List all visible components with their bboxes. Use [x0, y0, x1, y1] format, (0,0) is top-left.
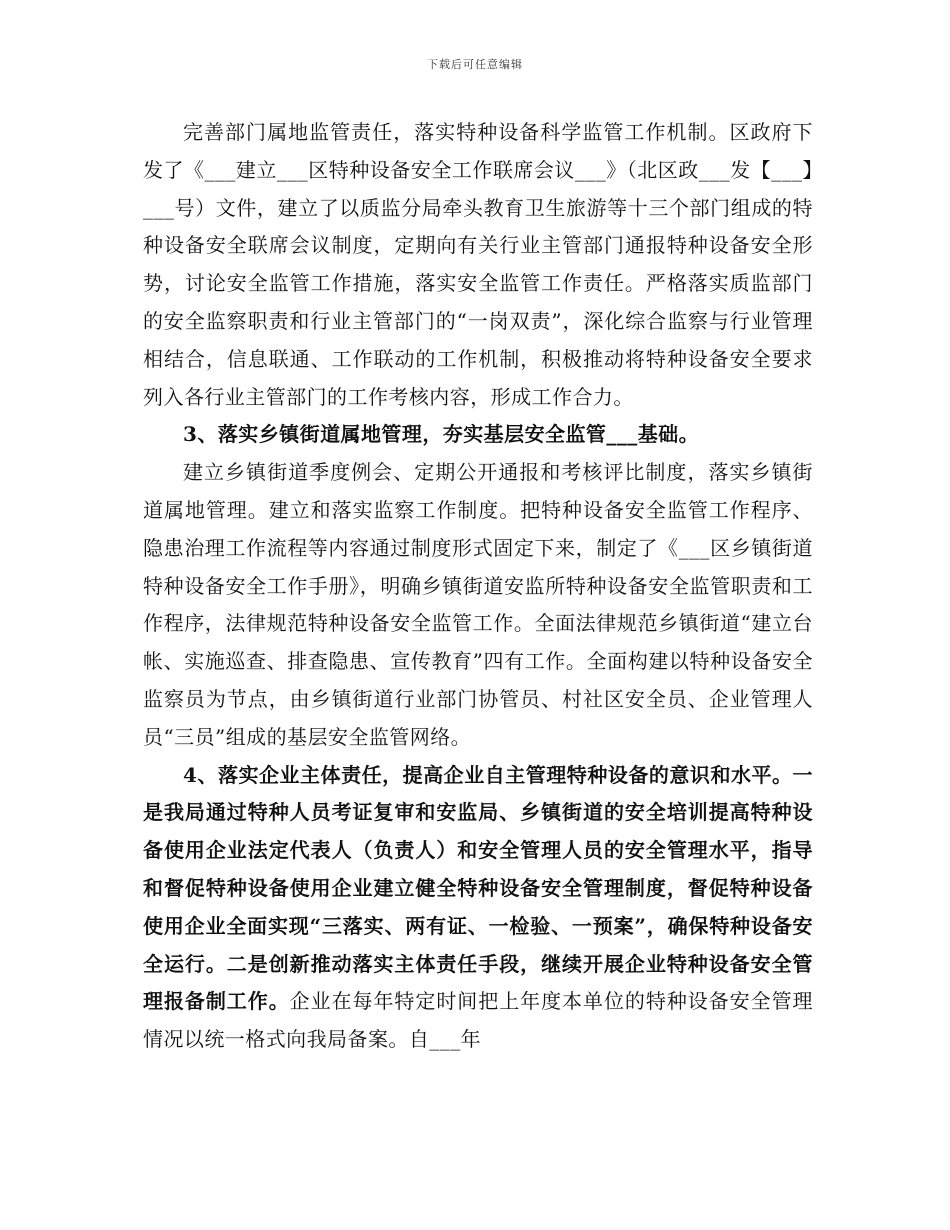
paragraph-enterprise-normal-text: 企业在每年特定时间把上年度本单位的特种设备安全管理情况以统一格式向我局备案。自___年 — [143, 989, 813, 1052]
section-heading-3: 3、落实乡镇街道属地管理，夯实基层安全监管___基础。 — [183, 422, 700, 447]
paragraph-township-management: 建立乡镇街道季度例会、定期公开通报和考核评比制度，落实乡镇街道属地管理。建立和落实监察工作制度。把特种设备安全监管工作程序、隐患治理工作流程等内容通过制度形式固定下来，制定了《___区乡镇街道特种设备安全工作手册》，明确乡镇街道安监所特种设备安全监管职责和工作程序，法律规范特种设备安全监管工作。全面法律规范乡镇街道“建立台帐、实施巡查、排查隐患、宣传教育”四有工作。全面构建以特种设备安全监察员为节点，由乡镇街道行业部门协管员、村社区安全员、企业管理人员“三员”组成的基层安全监管网络。 — [143, 460, 813, 749]
section-heading-4-bold-text: 4、落实企业主体责任，提高企业自主管理特种设备的意识和水平。一是我局通过特种人员考证复审和安监局、乡镇街道的安全培训提高特种设备使用企业法定代表人（负责人）和安全管理人员的安全管理水平，指导和督促特种设备使用企业建立健全特种设备安全管理制度，督促特种设备使用企业全面实现“三落实、两有证、一检验、一预案”，确保特种设备安全运行。二是创新推动落实主体责任手段，继续开展企业特种设备安全管理报备制工作。 — [143, 762, 813, 1014]
document-body — [143, 114, 813, 1059]
paragraph-enterprise-responsibility — [143, 757, 813, 1059]
page-header-note: 下载后可任意编辑 — [427, 58, 523, 71]
paragraph-department-responsibility: 完善部门属地监管责任，落实特种设备科学监管工作机制。区政府下发了《___建立___区特种设备安全工作联席会议___》（北区政___发【___】___号）文件，建立了以质监分局牵头教育卫生旅游等十三个部门组成的特种设备安全联席会议制度，定期向有关行业主管部门通报特种设备安全形势，讨论安全监管工作措施，落实安全监管工作责任。严格落实质监部门的安全监察职责和行业主管部门的“一岗双责”，深化综合监察与行业管理相结合，信息联通、工作联动的工作机制，积极推动将特种设备安全要求列入各行业主管部门的工作考核内容，形成工作合力。 — [143, 120, 813, 409]
